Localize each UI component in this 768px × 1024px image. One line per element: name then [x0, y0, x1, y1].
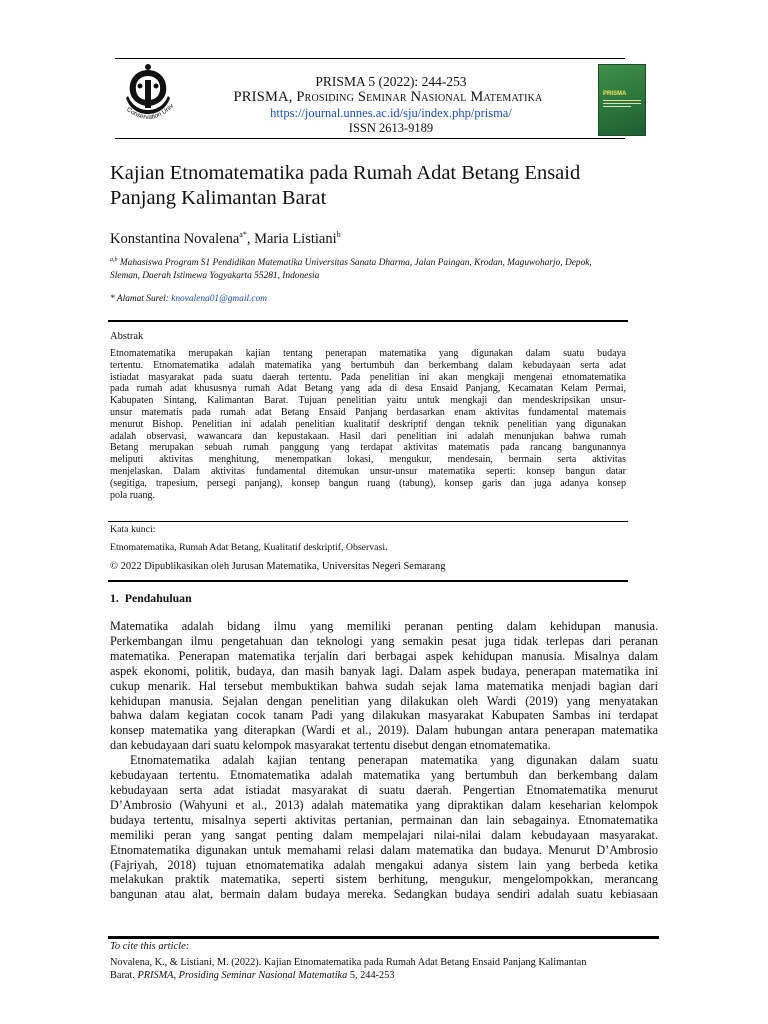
text-line: pola ruang.: [110, 489, 155, 501]
text-line: konsep matematika yang diterapkan (Wardi et al., 2019). Dalam hubungan antara penerapan matematika: [110, 723, 658, 738]
copyright: © 2022 Dipublikasikan oleh Jurusan Matematika, Universitas Negeri Semarang: [110, 561, 446, 572]
author-name: Konstantina Novalena: [110, 230, 240, 247]
author-separator: ,: [246, 230, 255, 247]
text-line: Etnomatematika digunakan untuk memahami relasi dalam matematika dan budaya. Menurut D’Ambrosio: [110, 842, 658, 857]
text-line: bahwa dalam kegiatan cocok tanam Padi yang dilakukan masyarakat Kabupaten Sambas ini terdapat: [110, 708, 658, 723]
cite-label: To cite this article:: [110, 941, 190, 952]
logo-text: Conservation Univ: [125, 102, 176, 122]
author-sup: a*: [239, 230, 247, 239]
text-line: Matematika adalah bidang ilmu yang memiliki peranan penting dalam kehidupan manusia.: [110, 619, 658, 633]
text-line: Betang merupakan sebuah rumah panggung yang terdapat aktivitas matematis pada rancang bangunannya: [110, 442, 626, 454]
text-line: kebudayaan serta adat istiadat masyarakat di suatu daerah. Pengertian Etnomatematika menurut: [110, 782, 658, 797]
citation-journal: PRISMA, Prosiding Seminar Nasional Matematika: [137, 970, 348, 981]
cover-title: PRISMA: [603, 91, 627, 97]
text-line: bangunan atau alat, bermain dalam budaya mereka. Sedangkan budaya sendiri adalah suatu kebiasaan: [110, 887, 658, 902]
text-line: memiliki peran yang sangat penting dalam mempelajari nilai-nilai dalam kebudayaan masyarakat.: [110, 827, 658, 842]
journal-issue: PRISMA 5 (2022): 244-253: [315, 74, 467, 89]
affiliation: [110, 254, 670, 283]
text-line: Etnomatematika adalah kajian tentang penerapan matematika yang digunakan dalam suatu: [130, 753, 658, 768]
keywords-text: Etnomatematika, Rumah Adat Betang, Kualitatif deskriptif, Observasi.: [110, 542, 388, 553]
text-line: menurut Bishop. Penelitian ini adalah penelitian kualitatif deskriptif dengan teknik penelitian yang digunakan: [110, 418, 626, 430]
journal-name: PRISMA, Prosiding Seminar Nasional Matematika: [233, 89, 543, 105]
university-logo: [114, 62, 182, 130]
text-line: cukup menarik. Hal tersebut membuktikan bahwa sudah sejak lama matematika menjadi bagian dari: [110, 678, 658, 693]
section-body: [110, 619, 658, 902]
author-sup: b: [336, 230, 341, 239]
authors: [110, 230, 341, 248]
text-line: Kabupaten Sintang, Kalimantan Barat. Tujuan penelitian yaitu untuk mengkaji dan mendeskripsikan unsur-: [110, 395, 626, 407]
text-line: dan kebudayaan dari suatu kelompok masyarakat tertentu disebut dengan etnomatematika.: [110, 738, 551, 753]
issn: ISSN 2613-9189: [348, 121, 434, 135]
keywords-heading: Kata kunci:: [110, 524, 156, 535]
text-line: Perkembangan ilmu pengetahuan dan teknologi yang semakin pesat juga tidak terlepas dari peranan: [110, 633, 658, 648]
header-top-rule: [115, 58, 625, 59]
text-line: kebudayaan tertentu. Etnomatematika adalah matematika yang bertumbuh dan berkembang dalam: [110, 768, 658, 783]
text-line: istiadat masyarakat pada suatu daerah tertentu. Pada penelitian ini akan mengkaji mengenai etnomatematika: [110, 371, 626, 383]
journal-url-link[interactable]: https://journal.unnes.ac.id/sju/index.php/prisma/: [270, 106, 512, 120]
affiliation-sup: a,b: [110, 257, 118, 263]
text-line: budaya tertentu, misalnya seperti aktivitas pertanian, permainan dan lain sebagainya. Etnomatematika: [110, 812, 658, 827]
text-line: aspek ekonomi, politik, budaya, dan masih banyak lagi. Dalam aspek budaya, penerapan matematika ini: [110, 663, 658, 678]
keywords-rule: [108, 521, 628, 522]
abstract-bottom-rule: [108, 580, 628, 582]
email-label: * Alamat Surel:: [110, 294, 172, 304]
citation-part: 5, 244-253: [347, 970, 395, 981]
text-line: adalah observasi, wawancara dan kepustakaan. Hasil dari penelitian ini adalah menunjukan bahwa rumah: [110, 430, 626, 442]
text-line: melakukan praktik matematika, seperti sistem berhitung, mengukur, mengelompokkan, merancang: [110, 872, 658, 887]
citation: [110, 956, 670, 982]
article-title: [110, 161, 650, 211]
text-line: (Fajriyah, 2018) tujuan etnomatematika adalah mengakui adanya sistem lain yang berbeda ketika: [110, 857, 658, 872]
article-title-line: Kajian Etnomatematika pada Rumah Adat Betang Ensaid: [110, 162, 581, 184]
journal-url: [190, 106, 592, 121]
citation-part: Barat.: [110, 970, 138, 981]
affiliation-line: Sleman, Daerah Istimewa Yogyakarta 55281, Indonesia: [110, 271, 320, 282]
citation-line: Novalena, K., & Listiani, M. (2022). Kajian Etnomatematika pada Rumah Adat Betang Ensaid Panjang Kalimantan: [110, 957, 587, 968]
journal-cover-image: [598, 64, 646, 136]
text-line: tertentu. Etnomatematika adalah matematika yang bertumbuh dan berkembang dalam kebudayaan serta adat: [110, 359, 626, 371]
email-link[interactable]: knovalena01@gmail.com: [171, 294, 268, 304]
text-line: meliputi aktivitas menghitung, menempatkan lokasi, mengukur, mendesain, bermain serta aktivitas: [110, 454, 626, 466]
text-line: Etnomatematika merupakan kajian tentang penerapan matematika yang digunakan dalam suatu budaya: [110, 348, 626, 359]
text-line: kehidupan manusia. Sejalan dengan penelitian yang dilakukan oleh Wardi (2019) yang menyatakan: [110, 693, 658, 708]
text-line: (segitiga, trapesium, persegi panjang), konsep bangun ruang (tabung), konsep garis dan juga adanya konsep: [110, 477, 626, 489]
text-line: unsur matematis pada rumah adat Betang Ensaid Panjang berdasarkan enam aktivitas fundamental matemais: [110, 406, 626, 418]
corresponding-email: [110, 294, 267, 304]
abstract-heading: Abstrak: [110, 331, 144, 342]
abstract-body: [110, 348, 626, 501]
affiliation-line: Mahasiswa Program S1 Pendidikan Matematika Universitas Sanata Dharma, Jalan Paingan, Krodan, Maguwoharjo, Depok,: [117, 258, 592, 269]
footer-rule: [108, 936, 659, 939]
text-line: D’Ambrosio (Wahyuni et al., 2013) adalah matematika yang dipraktikan dalam keseharian kelompok: [110, 797, 658, 812]
text-line: matematika. Penerapan matematika terjalin dari berbagai aspek kehidupan manusia. Misalnya dalam: [110, 648, 658, 663]
text-line: menjelaskan. Dalam aktivitas fundamental ditemukan unsur-unsur matematika seperti: konsep bangun datar: [110, 465, 626, 477]
abstract-top-rule: [108, 320, 628, 322]
text-line: pada rumah adat khususnya rumah Adat Betang yang ada di desa Ensaid Panjang, Kecamatan Kelam Permai,: [110, 383, 626, 395]
section-heading: 1. Pendahuluan: [110, 591, 192, 605]
article-title-line: Panjang Kalimantan Barat: [110, 187, 327, 209]
author-name: Maria Listiani: [254, 230, 337, 247]
header-bottom-rule: [115, 138, 625, 139]
